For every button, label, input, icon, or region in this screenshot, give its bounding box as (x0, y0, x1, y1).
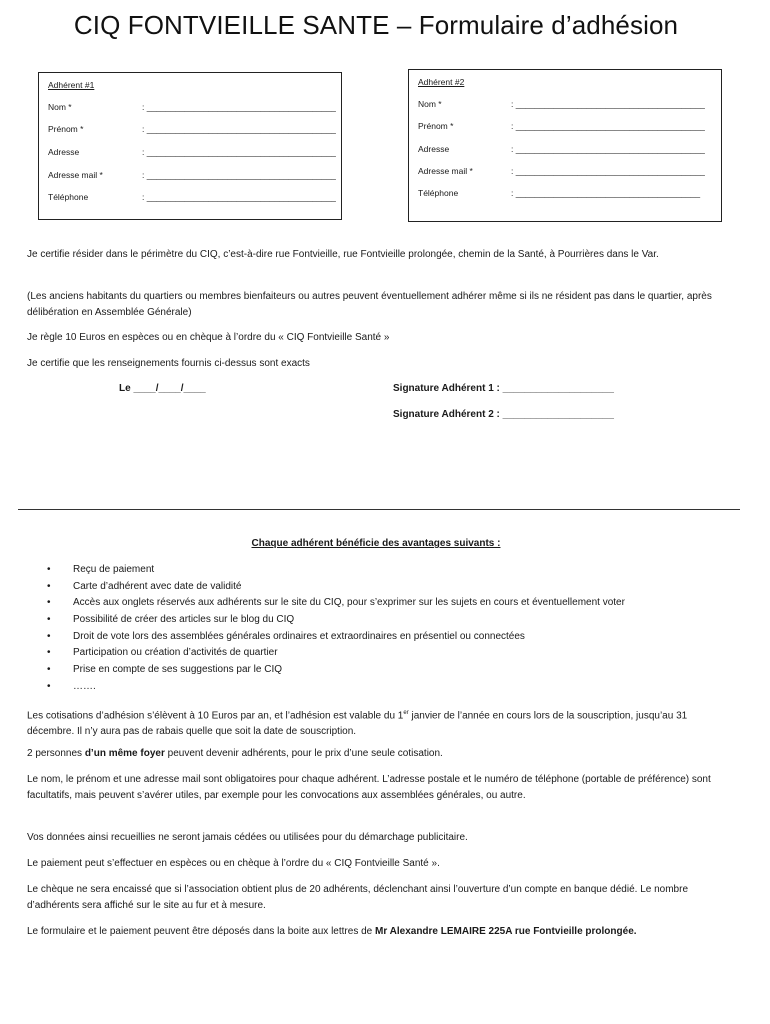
list-item (47, 612, 747, 629)
bullet-icon: • (47, 580, 51, 592)
list-item-text: Reçu de paiement (73, 564, 155, 575)
bullet-icon: • (47, 614, 51, 626)
adherent-2-box (408, 69, 722, 222)
list-item (47, 662, 747, 679)
adherent-1-mail-row (48, 170, 338, 184)
field-label: Adresse mail * (418, 166, 473, 176)
field-label: Prénom * (418, 121, 454, 131)
deposit-text: Le formulaire et le paiement peuvent être déposés dans la boite aux lettres de (27, 926, 375, 937)
foyer-text: 2 personnes (27, 748, 85, 759)
telephone-field[interactable]: : ________________________________________ (142, 192, 336, 202)
cotisation-text: Les cotisations d’adhésion s’élèvent à 10 Euros par an, et l’adhésion est valable du 1 (27, 710, 404, 722)
prenom-field[interactable]: : ________________________________________ (511, 121, 705, 131)
field-label: Prénom * (48, 124, 84, 134)
field-label: Adresse mail * (48, 170, 103, 180)
superscript-er: er (403, 710, 409, 716)
email-field[interactable]: : ________________________________________ (511, 166, 705, 176)
adherent-2-adresse-row (418, 144, 708, 158)
bullet-icon: • (47, 564, 51, 575)
date-field[interactable]: Le ____/____/____ (119, 383, 206, 394)
adherent-2-mail-row (418, 166, 708, 180)
list-item (47, 679, 747, 696)
field-label: Adresse (418, 144, 450, 154)
list-item (47, 595, 747, 612)
adherent-2-heading: Adhérent #2 (418, 77, 465, 87)
foyer-paragraph (27, 746, 727, 762)
field-label: Nom * (48, 102, 72, 112)
privacy-paragraph: Vos données ainsi recueillies ne seront jamais cédées ou utilisées pour du démarchage publicitaire. (27, 832, 468, 843)
adherent-2-telephone-row (418, 188, 708, 202)
list-item-text: Prise en compte de ses suggestions par le CIQ (73, 664, 282, 676)
benefits-list (47, 562, 747, 696)
telephone-field[interactable]: : _______________________________________ (511, 188, 701, 198)
bullet-icon: • (47, 680, 51, 692)
list-item (47, 629, 747, 646)
payment-statement: Je règle 10 Euros en espèces ou en chèque à l’ordre du « CIQ Fontvieille Santé » (27, 332, 390, 343)
list-item-text: Participation ou création d’activités de quartier (73, 647, 278, 659)
list-item-text: ……. (73, 680, 96, 692)
benefits-heading: Chaque adhérent bénéficie des avantages suivants : (251, 538, 501, 549)
adresse-field[interactable]: : ________________________________________ (142, 147, 336, 157)
signature-1-field[interactable]: Signature Adhérent 1 : ____________________ (393, 383, 614, 394)
list-item-text: Accès aux onglets réservés aux adhérents sur le site du CIQ, pour s’exprimer sur les sujets en cours et éventuellement voter (73, 597, 625, 609)
adherent-1-prenom-row (48, 124, 338, 138)
adresse-field[interactable]: : ________________________________________ (511, 144, 705, 154)
bullet-icon: • (47, 647, 51, 659)
former-residents-note: (Les anciens habitants du quartiers ou membres bienfaiteurs ou autres peuvent éventuellement adhérer même si ils ne résident pas dans le quartier, après délibération en Assemblée Générale) (27, 291, 712, 318)
prenom-field[interactable]: : ________________________________________ (142, 124, 336, 134)
list-item (47, 645, 747, 662)
signature-2-field[interactable]: Signature Adhérent 2 : ____________________ (393, 409, 614, 420)
field-label: Nom * (418, 99, 442, 109)
email-field[interactable]: : ________________________________________ (142, 170, 336, 180)
page-title: CIQ FONTVIEILLE SANTE – Formulaire d’adhésion (73, 10, 679, 40)
cheque-paragraph: Le chèque ne sera encaissé que si l’association obtient plus de 20 adhérents, déclenchant ainsi l’ouverture d’un compte en banque dédié. Le nombre d’adhérents sera affiché sur le site au fur et à mesure. (27, 884, 689, 911)
list-item-text: Possibilité de créer des articles sur le blog du CIQ (73, 614, 295, 626)
foyer-text-continued: peuvent devenir adhérents, pour le prix d’une seule cotisation. (164, 748, 443, 759)
adherent-1-box (38, 72, 342, 220)
list-item (47, 579, 747, 596)
nom-field[interactable]: : ________________________________________ (511, 99, 705, 109)
list-item (47, 562, 747, 579)
residence-statement: Je certifie résider dans le périmètre du CIQ, c’est-à-dire rue Fontvieille, rue Fontvieille prolongée, chemin de la Santé, à Pourrières dans le Var. (27, 249, 659, 260)
adherent-1-nom-row (48, 102, 338, 116)
deposit-paragraph (27, 924, 727, 940)
cotisation-text-continued: janvier de l’année en cours lors de la souscription, jusqu’au 31 décembre. Il n’y aura pas de rabais quelle que soit la date de souscription. (27, 710, 688, 738)
nom-field[interactable]: : ________________________________________ (142, 102, 336, 112)
adherent-1-telephone-row (48, 192, 338, 206)
list-item-text: Carte d’adhérent avec date de validité (73, 580, 242, 592)
foyer-bold-text: d’un même foyer (84, 748, 165, 759)
bullet-icon: • (47, 664, 51, 676)
cotisation-paragraph (27, 705, 727, 740)
adherent-1-adresse-row (48, 147, 338, 161)
field-label: Téléphone (418, 188, 459, 198)
bullet-icon: • (47, 597, 51, 609)
deposit-address: Mr Alexandre LEMAIRE 225A rue Fontvieille prolongée. (375, 926, 637, 937)
field-label: Adresse (48, 147, 80, 157)
adherent-2-prenom-row (418, 121, 708, 135)
field-label: Téléphone (48, 192, 89, 202)
mandatory-fields-paragraph: Le nom, le prénom et une adresse mail sont obligatoires pour chaque adhérent. L’adresse postale et le numéro de téléphone (portable de préférence) sont facultatifs, mais peuvent s’avérer utiles, par exemple pour les convocations aux assemblées générales, ou autre. (27, 774, 711, 801)
list-item-text: Droit de vote lors des assemblées générales ordinaires et extraordinaires en présentiel ou connectées (73, 630, 525, 642)
adherent-2-nom-row (418, 99, 708, 113)
adherent-1-heading: Adhérent #1 (48, 80, 95, 90)
accuracy-statement: Je certifie que les renseignements fournis ci-dessus sont exacts (27, 358, 310, 369)
section-divider (18, 509, 740, 510)
payment-method-paragraph: Le paiement peut s’effectuer en espèces ou en chèque à l’ordre du « CIQ Fontvieille Santé ». (27, 858, 440, 869)
bullet-icon: • (47, 630, 51, 642)
